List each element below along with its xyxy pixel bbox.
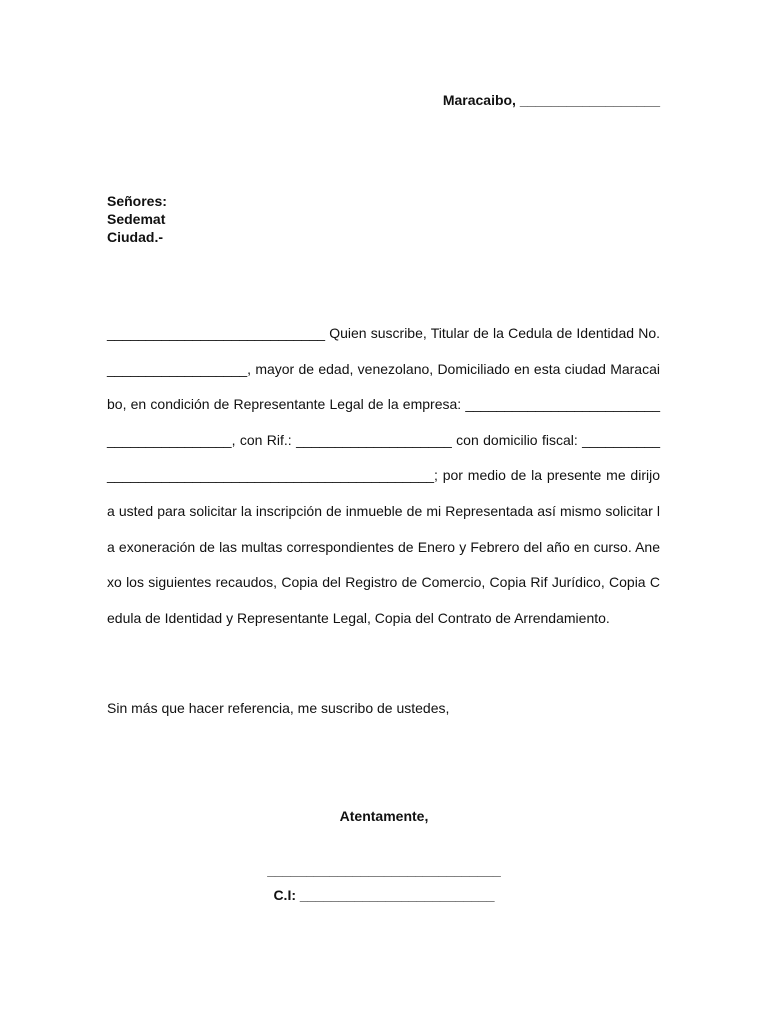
id-number-line: C.I: _________________________	[273, 887, 495, 903]
place-date-line: Maracaibo, __________________	[442, 92, 660, 108]
sign-off: Atentamente,	[339, 808, 429, 824]
signature-line: ______________________________	[267, 862, 501, 878]
addressee-salutation: Señores:	[107, 193, 167, 209]
addressee-organization: Sedemat	[107, 211, 166, 227]
letter-body: ____________________________ Quien suscribe, Titular de la Cedula de Identidad No. __________________, mayor de edad, venezolano, Domiciliado en esta ciudad Maracaibo, en condición de Representante Legal de la empresa: _________________________________________, con Rif.: ____________________ con domicilio fiscal: ____________________________________________________; por medio de la presente me dirijo a usted para solicitar la inscripción de inmueble de mi Representada así mismo solicitar la exoneración de las multas correspondientes de Enero y Febrero del año en curso. Anexo los siguientes recaudos, Copia del Registro de Comercio, Copia Rif Jurídico, Copia Cedula de Identidad y Representante Legal, Copia del Contrato de Arrendamiento.	[107, 325, 660, 626]
addressee-city: Ciudad.-	[107, 229, 163, 245]
closing-sentence: Sin más que hacer referencia, me suscribo de ustedes,	[107, 700, 450, 716]
addressee-block	[107, 192, 167, 246]
